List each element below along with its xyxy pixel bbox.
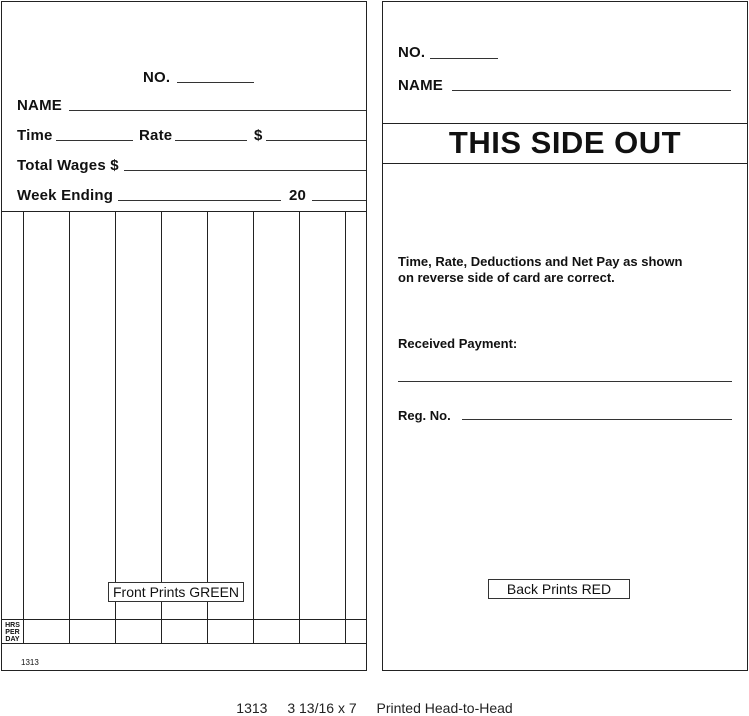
grid-bottom-rule bbox=[2, 643, 366, 644]
back-received-label: Received Payment: bbox=[398, 336, 518, 351]
back-reg-no-label: Reg. No. bbox=[398, 408, 451, 423]
grid-hrs-row-top bbox=[2, 619, 366, 620]
grid-column-divider bbox=[207, 211, 208, 643]
back-statement-line-1: Time, Rate, Deductions and Net Pay as shown bbox=[398, 254, 683, 269]
grid-column-divider bbox=[345, 211, 346, 643]
caption-form-number: 1313 bbox=[236, 700, 268, 716]
front-dollar-label: $ bbox=[254, 127, 263, 144]
back-reg-no-field[interactable] bbox=[462, 419, 732, 420]
caption-size: 3 13/16 x 7 bbox=[287, 700, 357, 716]
grid-column-divider bbox=[115, 211, 116, 643]
front-no-label: NO. bbox=[143, 69, 171, 86]
front-time-label: Time bbox=[17, 127, 53, 144]
front-print-note: Front Prints GREEN bbox=[108, 582, 244, 602]
back-title: THIS SIDE OUT bbox=[448, 125, 682, 160]
front-name-label: NAME bbox=[17, 97, 62, 114]
front-no-field[interactable] bbox=[177, 82, 254, 83]
front-rate-field[interactable] bbox=[175, 140, 247, 141]
front-card bbox=[1, 1, 367, 671]
grid-column-divider bbox=[253, 211, 254, 643]
back-name-field[interactable] bbox=[452, 90, 731, 91]
back-no-field[interactable] bbox=[430, 58, 498, 59]
caption-print-style: Printed Head-to-Head bbox=[376, 700, 513, 716]
product-caption bbox=[0, 700, 749, 716]
hrs-per-day-label bbox=[2, 620, 23, 643]
front-year-prefix: 20 bbox=[289, 187, 307, 204]
front-total-wages-field[interactable] bbox=[124, 170, 366, 171]
back-statement-line-2: on reverse side of card are correct. bbox=[398, 270, 615, 285]
grid-column-divider bbox=[299, 211, 300, 643]
front-time-field[interactable] bbox=[56, 140, 133, 141]
back-title-top-rule bbox=[383, 123, 747, 124]
grid-column-divider bbox=[161, 211, 162, 643]
back-print-note: Back Prints RED bbox=[488, 579, 630, 599]
grid-top-rule bbox=[2, 211, 366, 212]
front-form-number: 1313 bbox=[21, 658, 39, 667]
day-text: DAY bbox=[5, 636, 20, 643]
back-statement bbox=[398, 254, 682, 286]
front-name-field[interactable] bbox=[69, 110, 366, 111]
back-card bbox=[382, 1, 748, 671]
front-amount-field[interactable] bbox=[266, 140, 366, 141]
back-name-label: NAME bbox=[398, 77, 443, 94]
back-no-label: NO. bbox=[398, 44, 426, 61]
front-rate-label: Rate bbox=[139, 127, 173, 144]
back-received-field[interactable] bbox=[398, 381, 732, 382]
per-text: PER bbox=[5, 629, 20, 636]
hrs-text: HRS bbox=[5, 622, 20, 629]
grid-column-divider bbox=[69, 211, 70, 643]
grid-column-divider bbox=[23, 211, 24, 643]
back-title-bottom-rule bbox=[383, 163, 747, 164]
front-week-ending-label: Week Ending bbox=[17, 187, 114, 204]
front-week-ending-field[interactable] bbox=[118, 200, 281, 201]
front-total-wages-label: Total Wages $ bbox=[17, 157, 119, 174]
front-year-field[interactable] bbox=[312, 200, 366, 201]
